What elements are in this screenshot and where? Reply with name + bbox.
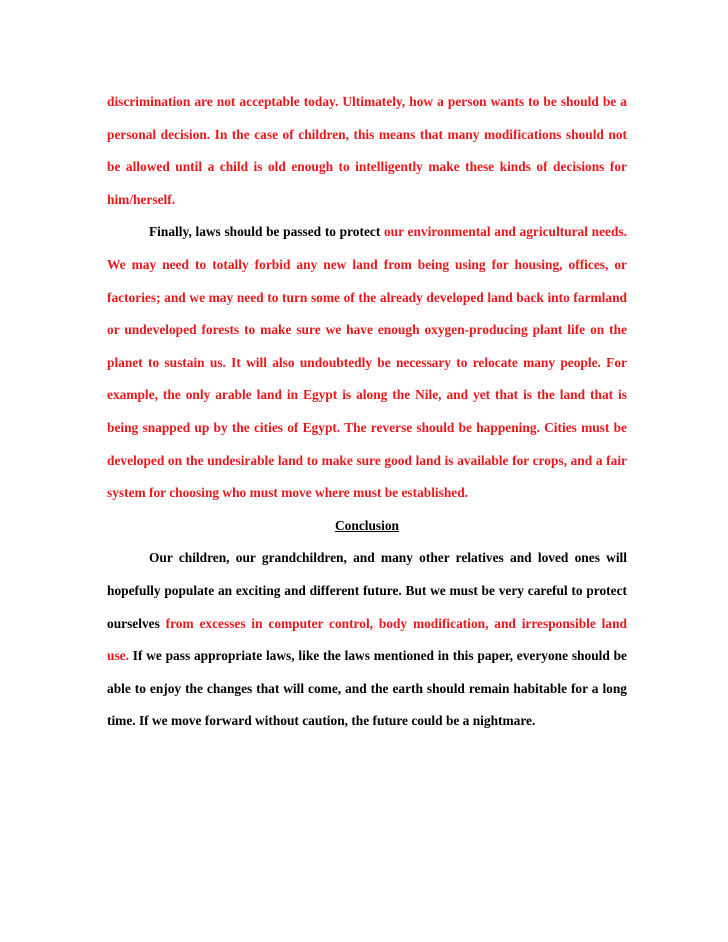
body-text: If we pass appropriate laws, like the laws mentioned in this paper, everyone should be able to enjoy the changes that will come, and the earth should remain habitable for a long time. If we move forward without caution, the future could be a nightmare. — [107, 648, 627, 729]
paragraph-discrimination — [107, 86, 627, 216]
body-text: Finally, laws should be passed to protect — [149, 224, 384, 240]
highlighted-text: from excesses in computer control, body modification, and irresponsible land use. — [107, 615, 627, 664]
section-heading-conclusion — [107, 510, 627, 543]
paragraph-environmental-laws — [107, 216, 627, 509]
heading-text: Conclusion — [335, 517, 399, 533]
highlighted-text: discrimination are not acceptable today. Ultimately, how a person wants to be should be a personal decision. In the case of children, this means that many modifications should not be allowed until a child is old enough to intelligently make these kinds of decisions for him/herself. — [107, 94, 627, 207]
highlighted-text: our environmental and agricultural needs. We may need to totally forbid any new land from being using for housing, offices, or factories; and we may need to turn some of the already developed land back into farmland or undeveloped forests to make sure we have enough oxygen-producing plant life on the planet to sustain us. It will also undoubtedly be necessary to relocate many people. For example, the only arable land in Egypt is along the Nile, and yet that is the land that is being snapped up by the cities of Egypt. The reverse should be happening. Cities must be developed on the undesirable land to make sure good land is available for crops, and a fair system for choosing who must move where must be established. — [107, 224, 627, 501]
body-text: Our children, our grandchildren, and many other relatives and loved ones will hopefully populate an exciting and different future. But we must be very careful to protect ourselves — [107, 550, 627, 631]
paragraph-conclusion — [107, 542, 627, 738]
document-page — [107, 86, 627, 738]
